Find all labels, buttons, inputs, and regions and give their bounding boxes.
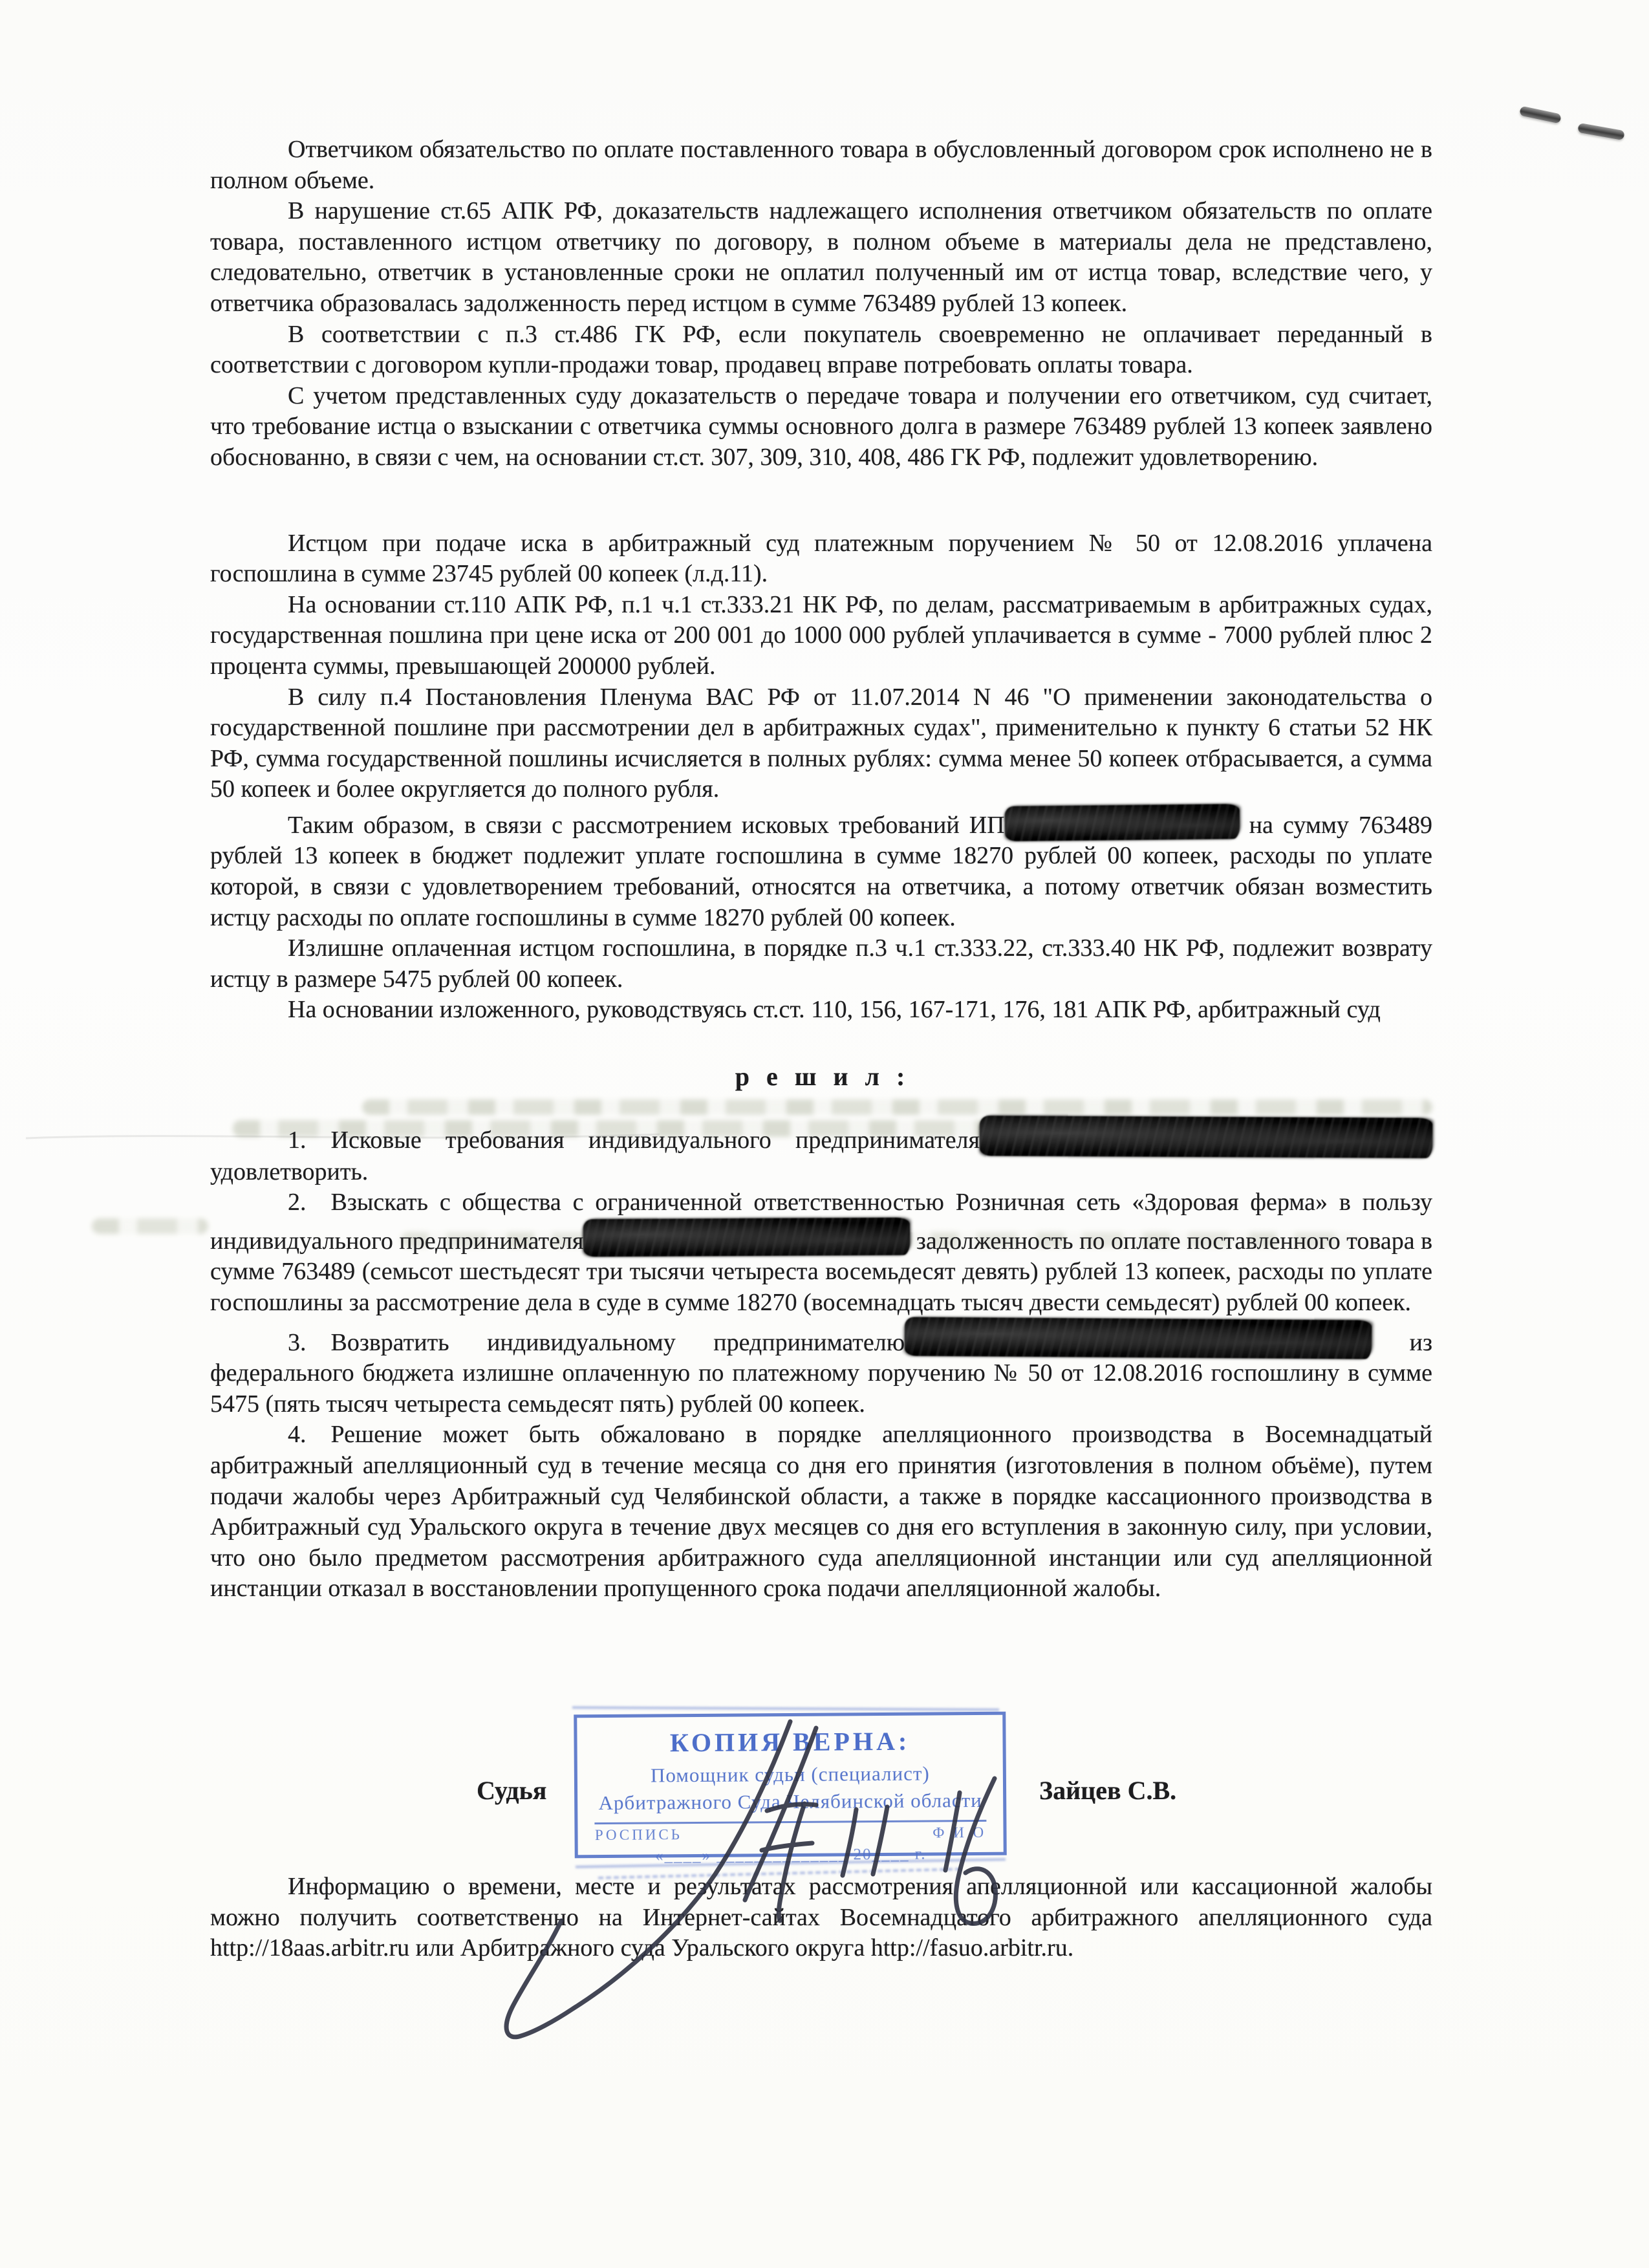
paragraph-1 bbox=[210, 135, 1432, 196]
decision-item-3 bbox=[210, 1319, 1432, 1420]
paragraph-text: 3. Возвратить индивидуальному предпринимателю bbox=[288, 1328, 905, 1356]
bleed-through-smudge bbox=[92, 1218, 208, 1234]
decision-item-2 bbox=[210, 1187, 1432, 1318]
signature-block bbox=[210, 1713, 1432, 1875]
paragraph-final bbox=[210, 1872, 1432, 1964]
judge-name: Зайцев С.В. bbox=[1039, 1776, 1177, 1805]
stamp-double-print-artifact bbox=[572, 1706, 999, 1711]
redaction-mark bbox=[583, 1217, 910, 1257]
paragraph-text: Таким образом, в связи с рассмотрением исковых требований ИП bbox=[288, 811, 1005, 839]
paragraph-7 bbox=[210, 682, 1432, 805]
stamp-date-line: «____» ______________ 20____ г. bbox=[654, 1845, 927, 1865]
paragraph-text: 2. Взыскать с общества с ограниченной ответственностью Розничная сеть «Здоровая ферма» в пользу индивидуального предпринимателя bbox=[210, 1189, 1432, 1255]
paragraph-text: Ответчиком обязательство по оплате поставленного товара в обусловленный договором срок исполнено не в полном объеме. bbox=[210, 136, 1432, 194]
paragraph-text: С учетом представленных суду доказательств о передаче товара и получении его ответчиком, суд считает, что требование истца о взыскании с ответчика суммы основного долга в размере 763489 рублей 13 копеек заявлено обоснованно, в связи с чем, на основании ст.ст. 307, 309, 310, 408, 486 ГК РФ, подлежит удовлетворению. bbox=[210, 382, 1432, 471]
decision-item-1 bbox=[210, 1117, 1432, 1188]
resolution-heading bbox=[210, 1061, 1432, 1092]
paragraph-text: удовлетворить. bbox=[210, 1158, 369, 1185]
final-paragraph bbox=[210, 1872, 1432, 1964]
stamp-fio-label: Ф И О bbox=[932, 1824, 987, 1841]
paragraph-5 bbox=[210, 528, 1432, 590]
paragraph-text: 4. Решение может быть обжаловано в порядке апелляционного производства в Восемнадцатый арбитражный апелляционный суд в течение месяца со дня его принятия (изготовления в полном объёме), путем подачи жалобы через Арбитражный суд Челябинской области, а также в порядке кассационного производства в Арбитражный суд Уральского округа в течение двух месяцев со дня его вступления в законную силу, при условии, что оно было предметом рассмотрения арбитражного суда апелляционной инстанции или суд апелляционной инстанции отказал в восстановлении пропущенного срока подачи апелляционной жалобы. bbox=[210, 1421, 1432, 1603]
redaction-mark bbox=[905, 1317, 1372, 1359]
paragraph-text: задолженность по оплате поставленного товара в сумме 763489 (семьсот шестьдесят три тысячи четыреста восемьдесят девять) рублей 13 копеек, расходы по уплате госпошлины за рассмотрение дела в суде в сумме 18270 (восемнадцать тысяч двести семьдесят) рублей 00 копеек. bbox=[210, 1227, 1433, 1316]
stamp-court-line: Арбитражного Суда Челябинской области bbox=[598, 1788, 982, 1815]
paragraph-text: Истцом при подаче иска в арбитражный суд платежным поручением № 50 от 12.08.2016 уплачена госпошлина в сумме 23745 рублей 00 копеек (л.д.11). bbox=[210, 529, 1432, 588]
paragraph-10 bbox=[210, 995, 1432, 1026]
copy-certification-stamp bbox=[574, 1712, 1007, 1865]
paragraph-text: На основании ст.110 АПК РФ, п.1 ч.1 ст.333.21 НК РФ, по делам, рассматриваемым в арбитражных судах, государственная пошлина при цене иска от 200 001 до 1000 000 рублей уплачивается в сумме - 7000 рублей плюс 2 процента суммы, превышающей 200000 рублей. bbox=[210, 590, 1432, 680]
paragraph-8 bbox=[210, 805, 1432, 933]
stamp-divider bbox=[595, 1820, 986, 1824]
staple-mark-icon bbox=[1519, 106, 1562, 124]
stamp-position-line: Помощник судьи (специалист) bbox=[650, 1762, 930, 1787]
redaction-mark bbox=[1004, 804, 1240, 841]
paragraph-text: на сумму 763489 рублей 13 копеек в бюджет подлежит уплате госпошлина в сумме 18270 рублей 00 копеек, расходы по уплате которой, в связи с удовлетворением требований, относятся на ответчика, а потому ответчик обязан возместить истцу расходы по оплате госпошлины в сумме 18270 рублей 00 копеек. bbox=[210, 811, 1432, 931]
paragraph-text: Излишне оплаченная истцом госпошлина, в порядке п.3 ч.1 ст.333.22, ст.333.40 НК РФ, подлежит возврату истцу в размере 5475 рублей 00 копеек. bbox=[210, 934, 1432, 993]
paragraph-9 bbox=[210, 933, 1432, 995]
paragraph-2 bbox=[210, 196, 1432, 319]
document-body bbox=[210, 135, 1432, 1604]
judge-label: Судья bbox=[477, 1776, 547, 1805]
paragraph-text: 1. Исковые требования индивидуального предпринимателя bbox=[288, 1126, 980, 1154]
stamp-signature-label: РОСПИСЬ bbox=[594, 1826, 683, 1844]
paragraph-text: из федерального бюджета излишне оплаченную по платежному поручению № 50 от 12.08.2016 госпошлину в сумме 5475 (пять тысяч четыреста семьдесят пять) рублей 00 копеек. bbox=[210, 1328, 1432, 1418]
staple-mark-icon bbox=[1577, 123, 1625, 140]
paragraph-3 bbox=[210, 319, 1432, 381]
paragraph-text: В нарушение ст.65 АПК РФ, доказательств надлежащего исполнения ответчиком обязательств по оплате товара, поставленного истцом ответчику по договору, в полном объеме в материалы дела не представлено, следовательно, ответчик в установленные сроки не оплатил полученный им от истца товар, вследствие чего, у ответчика образовалась задолженность перед истцом в сумме 763489 рублей 13 копеек. bbox=[210, 197, 1432, 317]
paragraph-text: В соответствии с п.3 ст.486 ГК РФ, если покупатель своевременно не оплачивает переданный в соответствии с договором купли-продажи товар, продавец вправе потребовать оплаты товара. bbox=[210, 320, 1432, 379]
resolution-heading-text: р е ш и л : bbox=[735, 1062, 908, 1092]
paragraph-text: На основании изложенного, руководствуясь ст.ст. 110, 156, 167-171, 176, 181 АПК РФ, арбитражный суд bbox=[288, 996, 1381, 1024]
paragraph-6 bbox=[210, 590, 1432, 682]
stamp-title: КОПИЯ ВЕРНА: bbox=[669, 1726, 911, 1758]
decision-item-4 bbox=[210, 1420, 1432, 1604]
redaction-mark bbox=[980, 1116, 1432, 1158]
paragraph-4 bbox=[210, 381, 1432, 473]
paragraph-text: В силу п.4 Постановления Пленума ВАС РФ от 11.07.2014 N 46 "О применении законодательства о государственной пошлине при рассмотрении дел в арбитражных судах", применительно к пункту 6 статьи 52 НК РФ, сумма государственной пошлины исчисляется в полных рублях: сумма менее 50 копеек отбрасывается, а сумма 50 копеек и более округляется до полного рубля. bbox=[210, 683, 1432, 803]
paragraph-text: Информацию о времени, месте и результатах рассмотрения апелляционной или кассационной жалобы можно получить соответственно на Интернет-сайтах Восемнадцатого арбитражного апелляционного суда http://18aas.arbitr.ru или Арбитражного суда Уральского округа http://fasuo.arbitr.ru. bbox=[210, 1873, 1432, 1962]
